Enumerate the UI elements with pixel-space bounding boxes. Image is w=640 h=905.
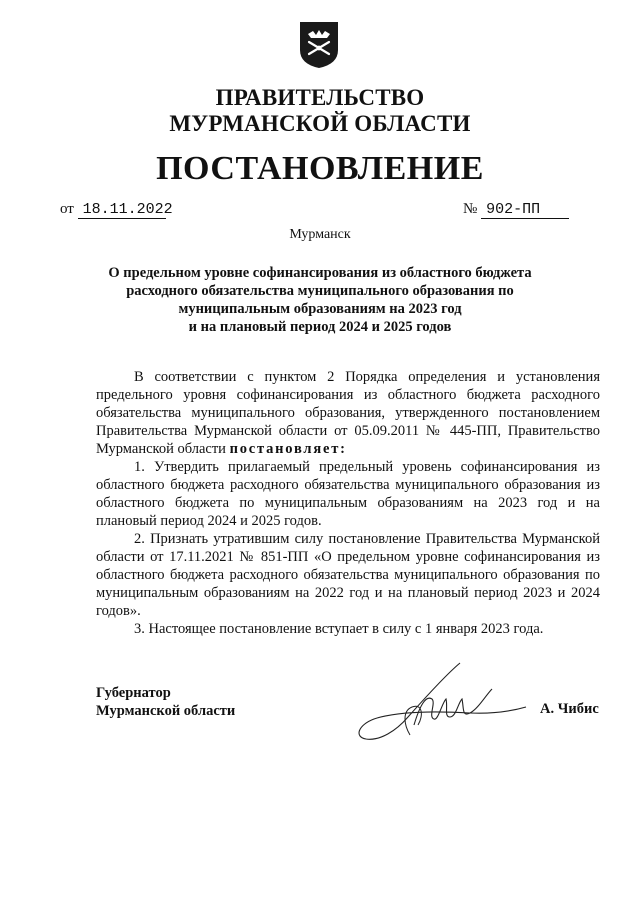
city: Мурманск [289,227,351,242]
date-prefix: от [60,201,74,217]
subject-line-4: и на плановый период 2024 и 2025 годов [188,319,452,335]
resolves-word: постановляет: [229,441,347,457]
document-subject [105,264,535,336]
preamble-text: В соответствии с пунктом 2 Порядка определения и установления предельного уровня софинансирования из областного бюджета расходного обязательства муниципального образования, утвержденного постановлением Правительства Мурманской области от 05.09.2011 № 445-ПП, Правительство Мурманской области [96,369,600,457]
document-body [96,368,600,638]
signatory-title-line-1: Губернатор [96,685,171,701]
subject-line-1: О предельном уровне софинансирования из областного бюджета [108,265,532,281]
document-type: ПОСТАНОВЛЕНИЕ [156,150,484,187]
org-line-2: МУРМАНСКОЙ ОБЛАСТИ [169,111,471,136]
item-1: 1. Утвердить прилагаемый предельный уровень софинансирования из областного бюджета расходного обязательства муниципального образования из областного бюджета по муниципальным образованиям на 2023 год и на плановый период 2024 и 2025 годов. [96,459,600,529]
government-name [0,85,640,137]
item-3: 3. Настоящее постановление вступает в силу с 1 января 2023 года. [134,621,544,637]
document-number [463,201,569,219]
subject-line-2: расходного обязательства муниципального образования по [126,283,514,299]
handwritten-signature [352,655,532,750]
number-value: 902-ПП [481,201,569,219]
date-value: 18.11.2022 [78,201,166,219]
preamble-paragraph [96,368,600,458]
signatory-title-line-2: Мурманской области [96,703,236,719]
signatory-name: А. Чибис [540,701,599,717]
subject-line-3: муниципальным образованиям на 2023 год [178,301,462,317]
org-line-1: ПРАВИТЕЛЬСТВО [215,85,425,110]
number-prefix: № [463,201,478,217]
document-date [60,201,173,219]
item-2: 2. Признать утратившим силу постановление Правительства Мурманской области от 17.11.2021 № 851-ПП «О предельном уровне софинансирования из областного бюджета расходного обязательства муниципального образования по муниципальным образованиям на 2022 год и на плановый период 2023 и 2024 годов». [96,531,600,619]
coat-of-arms-icon [296,16,342,70]
signatory-title [96,684,235,720]
